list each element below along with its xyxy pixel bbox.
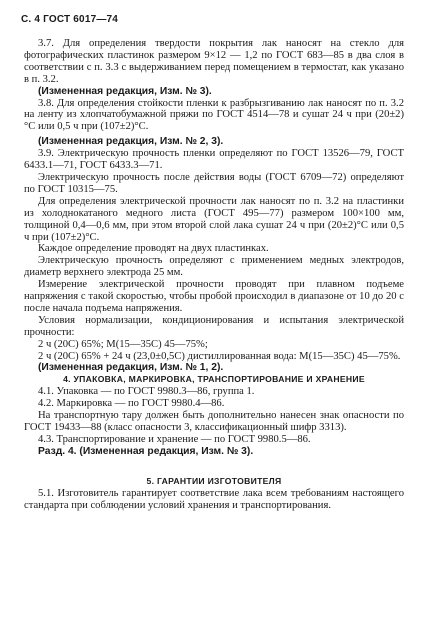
section-4-title: 4. УПАКОВКА, МАРКИРОВКА, ТРАНСПОРТИРОВАНИЕ И ХРАНЕНИЕ [63,374,365,385]
paragraph: Измерение электрической прочности проводят при плавном подъеме напряжения с такой скоростью, чтобы пробой происходил в диапазоне от 10 до 20 с после начала подъема напряжения. [24,279,404,314]
paragraph-3-9: 3.9. Электрическую прочность пленки определяют по ГОСТ 13526—79, ГОСТ 6433.1—71, ГОСТ 6433.3—71. [24,148,404,172]
page-header: С. 4 ГОСТ 6017—74 [21,14,119,25]
amendment-note: (Измененная редакция, Изм. № 1, 2). [38,362,224,374]
amendment-note: Разд. 4. (Измененная редакция, Изм. № 3). [38,445,254,457]
paragraph: Условия нормализации, кондиционирования и испытания электрической прочности: [24,314,404,338]
paragraph: Для определения электрической прочности лак наносят по п. 3.2 на пластинки из холоднокатаного медного листа (ГОСТ 495—77) размером 100×100 мм, толщиной 0,4—0,6 мм, при этом второй слой лака сушат 24 ч при (20±2)°С или 0,5 ч при (107±2)°С. [24,195,404,243]
section-5-title: 5. ГАРАНТИИ ИЗГОТОВИТЕЛЯ [146,475,282,486]
condition-line: 2 ч (20С) 65%; М(15—35С) 45—75%; [38,338,208,350]
paragraph-4-1: 4.1. Упаковка — по ГОСТ 9980.3—86, группа 1. [38,386,255,398]
paragraph-4-3: 4.3. Транспортирование и хранение — по ГОСТ 9980.5—86. [38,433,311,445]
paragraph-3-8: 3.8. Для определения стойкости пленки к разбрызгиванию лак наносят по п. 3.2 на ленту из хлопчатобумажной пряжи по ГОСТ 4514—78 и сушат 24 ч при (20±2)°С или 0,5 ч при (107±2)°С. [24,97,404,133]
paragraph-5-1: 5.1. Изготовитель гарантирует соответствие лака всем требованиям настоящего стандарта при соблюдении условий хранения и транспортирования. [24,487,404,511]
paragraph: Каждое определение проводят на двух пластинках. [38,243,269,255]
paragraph-3-7: 3.7. Для определения твердости покрытия лак наносят на стекло для фотографических пластинок размером 9×12 — 1,2 по ГОСТ 683—85 в два слоя в соответствии с п. 3.3 с выдерживанием перед помещением в термостат, как указано в п. 3.2. [24,38,404,85]
document-body [24,38,404,511]
paragraph-4-2: 4.2. Маркировка — по ГОСТ 9980.4—86. [38,398,225,410]
paragraph: На транспортную тару должен быть дополнительно нанесен знак опасности по ГОСТ 19433—88 (класс опасности 3, классификационный шифр 3313). [24,410,404,433]
condition-line: 2 ч (20С) 65% + 24 ч (23,0±0,5С) дистиллированная вода: М(15—35С) 45—75%. [38,350,401,362]
amendment-note: (Измененная редакция, Изм. № 2, 3). [38,136,224,148]
paragraph: Электрическую прочность определяют с применением медных электродов, диаметр верхнего электрода 25 мм. [24,255,404,279]
paragraph: Электрическую прочность после действия воды (ГОСТ 6709—72) определяют по ГОСТ 10315—75. [24,171,404,195]
amendment-note: (Измененная редакция, Изм. № 3). [38,85,212,97]
